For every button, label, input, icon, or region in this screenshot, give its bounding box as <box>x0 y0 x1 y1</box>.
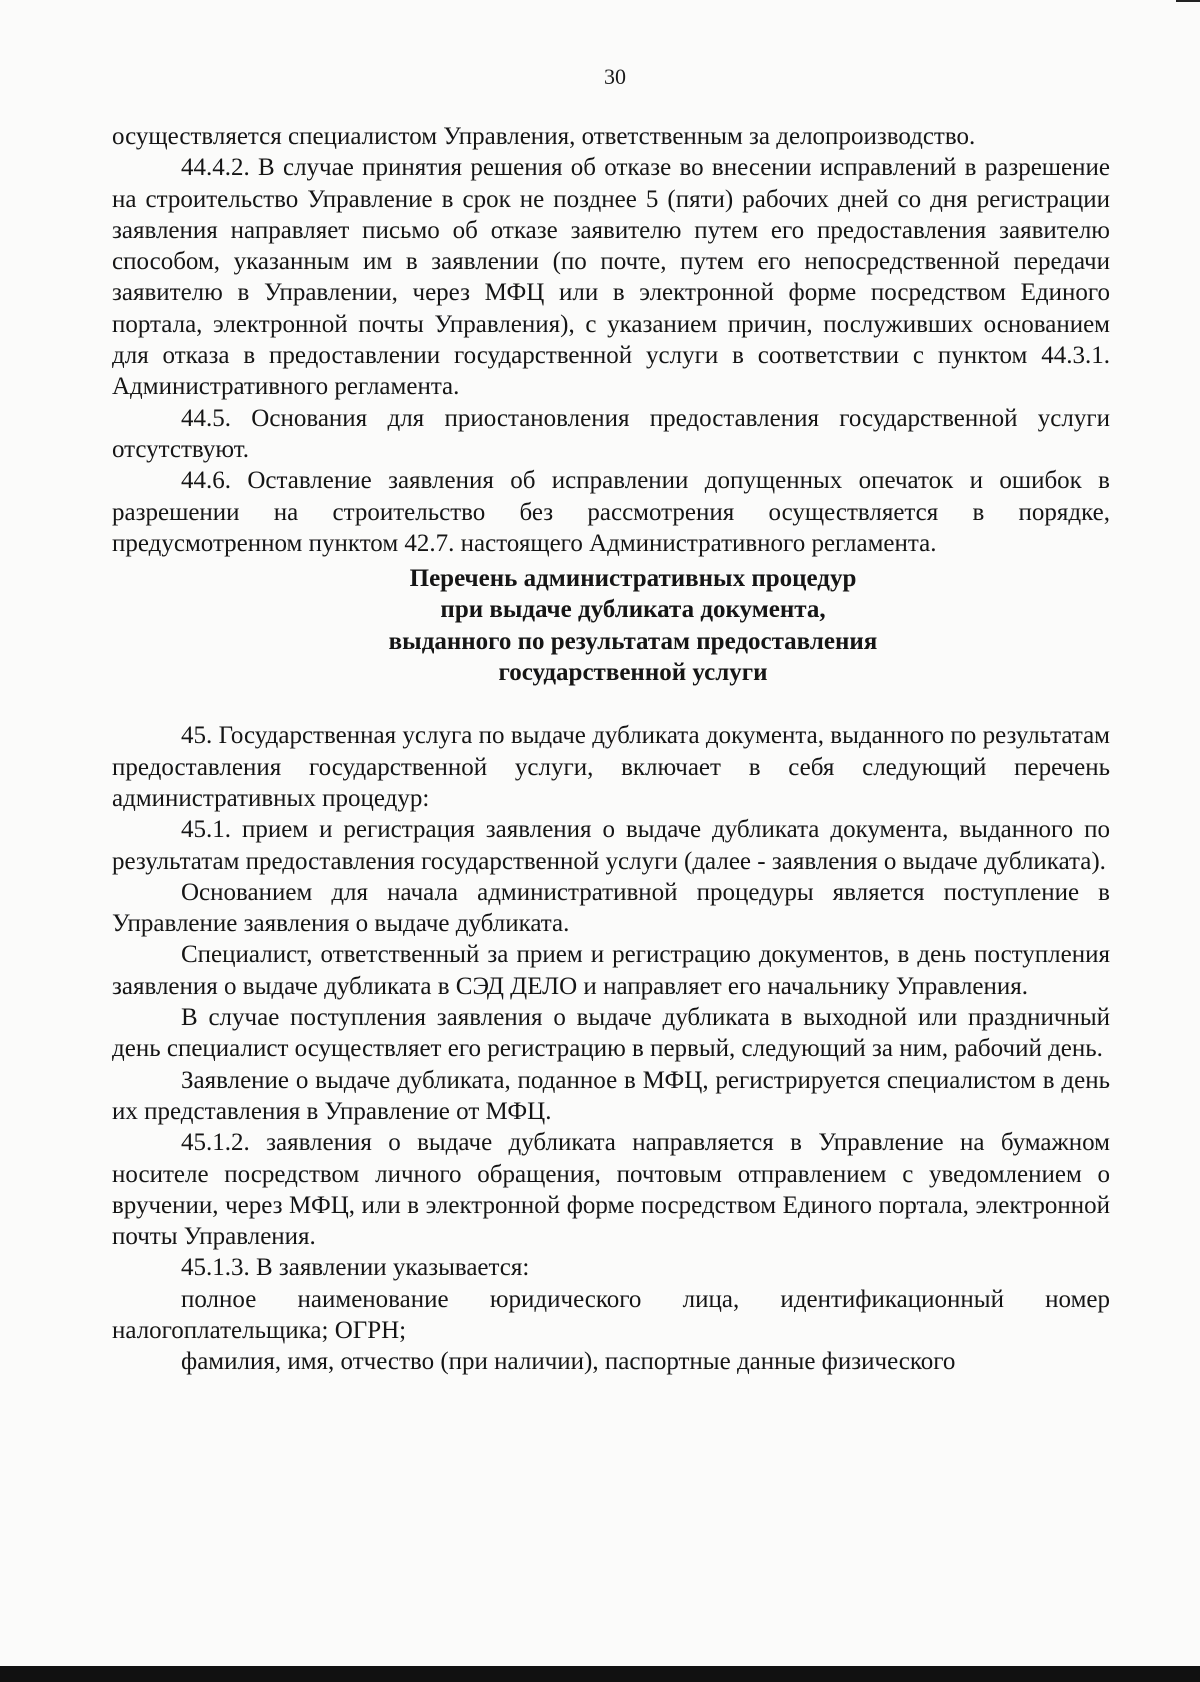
paragraph-individual: фамилия, имя, отчество (при наличии), паспортные данные физического <box>181 1348 956 1376</box>
paragraph-44-5: 44.5. Основания для приостановления предоставления государственной услуги отсутствуют. <box>112 404 1110 463</box>
spacer <box>112 688 1110 720</box>
page-number: 30 <box>604 64 626 89</box>
paragraph-specialist: Специалист, ответственный за прием и регистрацию документов, в день поступления заявления о выдаче дубликата в СЭД ДЕЛО и направляет его начальнику Управления. <box>112 941 1110 1000</box>
heading-line: выданного по результатам предоставления <box>388 627 878 655</box>
paragraph-continuation: осуществляется специалистом Управления, ответственным за делопроизводство. <box>112 123 976 150</box>
paragraph-45-1-3: 45.1.3. В заявлении указывается: <box>181 1254 530 1282</box>
section-heading <box>112 563 1110 688</box>
heading-line: при выдаче дубликата документа, <box>440 596 826 624</box>
paragraph-44-6: 44.6. Оставление заявления об исправлении допущенных опечаток и ошибок в разрешении на строительство без рассмотрения осуществляется в порядке, предусмотренном пунктом 42.7. настоящего Административного регламента. <box>112 467 1110 557</box>
paragraph-45-1: 45.1. прием и регистрация заявления о выдаче дубликата документа, выданного по результатам предоставления государственной услуги (далее - заявления о выдаче дубликата). <box>112 816 1110 875</box>
paragraph-mfc: Заявление о выдаче дубликата, поданное в МФЦ, регистрируется специалистом в день их представления в Управление от МФЦ. <box>112 1066 1110 1125</box>
heading-line: государственной услуги <box>498 659 768 687</box>
paragraph-holiday: В случае поступления заявления о выдаче дубликата в выходной или праздничный день специалист осуществляет его регистрацию в первый, следующий за ним, рабочий день. <box>112 1004 1110 1063</box>
heading-line: Перечень административных процедур <box>409 565 857 593</box>
paragraph-legal-entity: полное наименование юридического лица, идентификационный номер налогоплательщика; ОГРН; <box>112 1285 1110 1344</box>
paragraph-basis: Основанием для начала административной процедуры является поступление в Управление заявления о выдаче дубликата. <box>112 878 1110 938</box>
paragraph-44-4-2: 44.4.2. В случае принятия решения об отказе во внесении исправлений в разрешение на строительство Управление в срок не позднее 5 (пяти) рабочих дней со дня регистрации заявления направляет письмо об отказе заявителю путем его предоставления заявителю способом, указанным им в заявлении (по почте, путем его непосредственной передачи заявителю в Управлении, через МФЦ или в электронной форме посредством Единого портала, электронной почты Управления), с указанием причин, послуживших основанием для отказа в предоставлении государственной услуги в соответствии с пунктом 44.3.1. Административного регламента. <box>112 154 1110 401</box>
document-body <box>112 121 1110 1378</box>
paragraph-45: 45. Государственная услуга по выдаче дубликата документа, выданного по результатам предоставления государственной услуги, включает в себя следующий перечень административных процедур: <box>112 722 1110 812</box>
paragraph-45-1-2: 45.1.2. заявления о выдаче дубликата направляется в Управление на бумажном носителе посредством личного обращения, почтовым отправлением с уведомлением о вручении, через МФЦ, или в электронной форме посредством Единого портала, электронной почты Управления. <box>112 1129 1110 1251</box>
scan-edge-top <box>1176 0 1200 2</box>
scan-edge-bottom <box>0 1666 1200 1682</box>
